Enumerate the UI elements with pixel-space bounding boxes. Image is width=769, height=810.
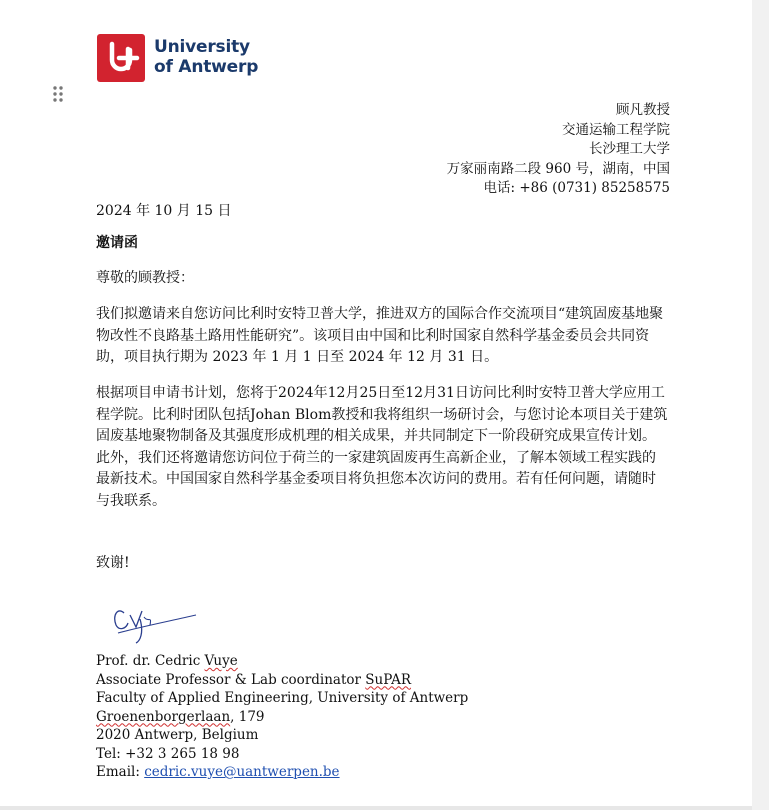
signatory-name: Prof. dr. Cedric Vuye	[96, 653, 238, 669]
signatory-role: Associate Professor & Lab coordinator SuPAR	[96, 671, 411, 688]
recipient-school: 交通运输工程学院	[562, 121, 670, 138]
recipient-university: 长沙理工大学	[589, 141, 670, 157]
email-link[interactable]: cedric.vuye@uantwerpen.be	[144, 764, 340, 780]
recipient-name: 顾凡教授	[616, 102, 670, 118]
letter-title: 邀请函	[96, 235, 138, 251]
drag-handle-icon[interactable]	[52, 85, 64, 103]
signatory-street: Groenenborgerlaan, 179	[96, 708, 265, 725]
handwritten-signature	[110, 597, 200, 645]
letter-date: 2024 年 10 月 15 日	[96, 203, 232, 219]
letter-paragraph-2: 根据项目申请书计划，您将于2024年12月25日至12月31日访问比利时安特卫普大学应用工程学院。比利时团队包括Johan Blom教授和我将组织一场研讨会，与您讨论本项目关于建筑固废基地聚物制备及其强度形成机理的相关成果，并共同制定下一阶段研究成果宣传计划。此外，我们还将邀请您访问位于荷兰的一家建筑固废再生高新企业，了解本领域工程实践的最新技术。中国国家自然科学基金委项目将负担您本次访问的费用。若有任何问题，请随时与我联系。	[96, 385, 668, 509]
signatory-email: Email: cedric.vuye@uantwerpen.be	[96, 764, 340, 780]
university-logo-mark	[97, 34, 145, 82]
recipient-phone: 电话: +86 (0731) 85258575	[483, 180, 670, 196]
signatory-faculty: Faculty of Applied Engineering, University of Antwerp	[96, 690, 469, 706]
signature-block	[96, 652, 468, 782]
signatory-city: 2020 Antwerp, Belgium	[96, 727, 259, 743]
recipient-street: 万家丽南路二段 960 号，湖南，中国	[446, 160, 670, 177]
university-logo-text: University of Antwerp	[154, 37, 259, 77]
letter-greeting: 尊敬的顾教授：	[96, 270, 194, 286]
university-logo	[97, 34, 277, 84]
letter-closing: 致谢!	[96, 555, 130, 571]
recipient-address	[447, 101, 670, 199]
signatory-tel: Tel: +32 3 265 18 98	[96, 745, 240, 762]
letter-paragraph-1: 我们拟邀请来自您访问比利时安特卫普大学，推进双方的国际合作交流项目“建筑固废基地聚物改性不良路基土路用性能研究”。该项目由中国和比利时国家自然科学基金委员会共同资助，项目执行期为 2023 年 1 月 1 日至 2024 年 12 月 31 日。	[96, 306, 664, 365]
right-scroll-gutter[interactable]	[752, 0, 769, 810]
